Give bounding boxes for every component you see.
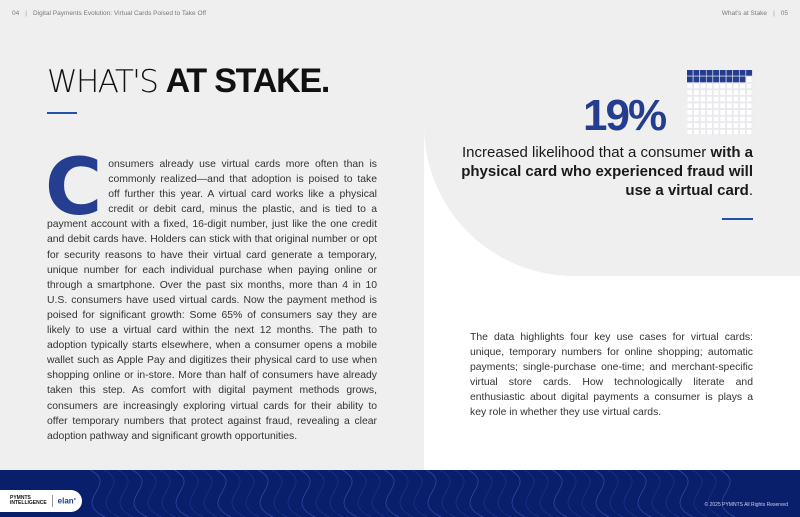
percent-grid-icon (687, 70, 753, 136)
grid-cell-filled (687, 70, 693, 76)
footer-wave-line (160, 470, 175, 517)
footer-wave-line (566, 470, 581, 517)
grid-cell-empty (733, 116, 739, 122)
grid-cell-empty (694, 103, 700, 109)
grid-cell-empty (740, 96, 746, 102)
grid-cell-empty (746, 110, 752, 116)
grid-cell-filled (713, 70, 719, 76)
footer-wave-line (454, 470, 469, 517)
grid-cell-filled (727, 77, 733, 83)
footer-wave-line (622, 470, 637, 517)
grid-cell-empty (694, 116, 700, 122)
grid-cell-empty (733, 96, 739, 102)
grid-cell-empty (746, 77, 752, 83)
grid-cell-filled (727, 70, 733, 76)
grid-cell-empty (700, 103, 706, 109)
footer-wave-line (580, 470, 595, 517)
footer-wave-line (608, 470, 623, 517)
grid-cell-empty (740, 110, 746, 116)
footer-wave-line (524, 470, 539, 517)
grid-cell-empty (713, 129, 719, 135)
grid-cell-empty (733, 83, 739, 89)
grid-cell-empty (733, 110, 739, 116)
title-bold: AT STAKE. (165, 62, 330, 100)
footer-wave-line (720, 470, 735, 517)
footer-wave-line (90, 470, 105, 517)
stat-value: 19% (583, 91, 666, 140)
footer-wave-line (216, 470, 231, 517)
grid-cell-empty (687, 90, 693, 96)
grid-cell-empty (700, 123, 706, 129)
footer-wave-line (692, 470, 707, 517)
grid-cell-empty (746, 83, 752, 89)
grid-cell-filled (746, 70, 752, 76)
grid-cell-filled (700, 70, 706, 76)
grid-cell-empty (727, 103, 733, 109)
grid-cell-filled (713, 77, 719, 83)
grid-cell-empty (720, 129, 726, 135)
footer-wave-line (706, 470, 721, 517)
footer-wave-line (678, 470, 693, 517)
stat-rule (722, 218, 753, 220)
grid-cell-empty (700, 90, 706, 96)
grid-cell-empty (727, 123, 733, 129)
footer-wave-line (468, 470, 483, 517)
pymnts-logo-line1: PYMNTS (10, 494, 31, 501)
logo-pill (0, 490, 82, 512)
grid-cell-empty (707, 116, 713, 122)
footer-wave-line (510, 470, 525, 517)
grid-cell-empty (694, 123, 700, 129)
grid-cell-empty (746, 103, 752, 109)
grid-cell-empty (727, 90, 733, 96)
grid-cell-empty (713, 110, 719, 116)
grid-cell-filled (720, 70, 726, 76)
grid-cell-empty (707, 90, 713, 96)
grid-cell-filled (720, 77, 726, 83)
pymnts-logo-line2: INTELLIGENCE (10, 500, 47, 506)
elan-logo: elan$^c$ (57, 496, 76, 506)
footer-wave-line (272, 470, 287, 517)
grid-cell-empty (713, 103, 719, 109)
grid-cell-empty (713, 116, 719, 122)
footer-wave-line (342, 470, 357, 517)
footer-wave-line (496, 470, 511, 517)
stat-caption-end: . (748, 182, 753, 199)
footer-wave-line (594, 470, 609, 517)
grid-cell-empty (687, 103, 693, 109)
footer-wave-line (636, 470, 651, 517)
grid-cell-empty (720, 123, 726, 129)
footer-wave-line (244, 470, 259, 517)
footer-wave-line (314, 470, 329, 517)
grid-cell-empty (727, 96, 733, 102)
footer (0, 470, 800, 517)
footer-wave-line (188, 470, 203, 517)
stat-caption-bold: with a physical card who experienced fraud will use a virtual card (461, 144, 753, 199)
grid-cell-empty (700, 110, 706, 116)
grid-cell-empty (713, 90, 719, 96)
footer-wave-line (356, 470, 371, 517)
footer-wave-line (412, 470, 427, 517)
footer-wave-line (300, 470, 315, 517)
grid-cell-empty (694, 129, 700, 135)
right-paragraph: The data highlights four key use cases for virtual cards: unique, temporary numbers for online shopping; automatic payments; single-purchase one-time; and merchant-specific virtual store cards. How technologically literate and enthusiastic about digital payments a consumer is plays a key role in whether they use virtual cards. (470, 332, 753, 419)
grid-cell-empty (707, 96, 713, 102)
footer-wave-pattern (0, 470, 800, 517)
footer-wave-line (440, 470, 455, 517)
body-paragraph: onsumers already use virtual cards more often than is commonly realized—and that adoption is poised to take off further this year. A virtual card works like a physical credit or debit card, minus the plastic, and is tied to a payment account with a fixed, 16-digit number, just like the one credit and debit cards have. Holders can stick with that original number or opt for security reasons to have their virtual card generate a temporary, unique number for each individual purchase when paying online or through a smartphone. Over the past six months, more than 4 in 10 U.S. consumers have used virtual cards. Now the payment method is poised for significant growth: Some 65% of consumers say they are likely to use a virtual card within the next 12 months. The path to adoption typically starts elsewhere, when a consumer opens a mobile wallet such as Apple Pay and digitizes their physical card to use when shopping online or in-store. More than half of consumers have already taken this step. As comfort with digital payment methods grows, consumers are increasingly exploring virtual cards for their ability to offer temporary numbers that protect against fraud, revealing a clear adoption pathway and significant growth opportunities. (47, 159, 377, 442)
grid-cell-empty (687, 83, 693, 89)
footer-wave-line (104, 470, 119, 517)
grid-cell-empty (720, 90, 726, 96)
footer-wave-line (202, 470, 217, 517)
footer-wave-line (146, 470, 161, 517)
grid-cell-empty (687, 129, 693, 135)
left-page-number: 04 (12, 10, 20, 17)
footer-wave-line (328, 470, 343, 517)
stat-caption (433, 143, 753, 200)
footer-wave-line (230, 470, 245, 517)
grid-cell-empty (707, 129, 713, 135)
grid-cell-empty (694, 90, 700, 96)
grid-cell-filled (694, 77, 700, 83)
grid-cell-empty (733, 90, 739, 96)
grid-cell-empty (746, 129, 752, 135)
grid-cell-empty (687, 110, 693, 116)
grid-cell-empty (727, 129, 733, 135)
grid-cell-filled (707, 70, 713, 76)
grid-cell-filled (733, 70, 739, 76)
right-page-number: 05 (780, 10, 788, 17)
grid-cell-empty (733, 103, 739, 109)
grid-cell-empty (740, 123, 746, 129)
grid-cell-empty (700, 83, 706, 89)
grid-cell-empty (740, 116, 746, 122)
grid-cell-empty (746, 96, 752, 102)
grid-cell-empty (687, 96, 693, 102)
grid-cell-empty (700, 129, 706, 135)
left-section-title: Digital Payments Evolution: Virtual Cards Poised to Take Off (32, 10, 206, 17)
grid-cell-empty (746, 116, 752, 122)
grid-cell-empty (740, 90, 746, 96)
grid-cell-empty (707, 83, 713, 89)
footer-wave-line (258, 470, 273, 517)
title-rule (47, 112, 77, 114)
grid-cell-empty (707, 123, 713, 129)
page-title (47, 63, 329, 100)
grid-cell-empty (700, 96, 706, 102)
header-right: What's at Stake | 05 (721, 10, 788, 17)
grid-cell-empty (687, 123, 693, 129)
grid-cell-empty (746, 90, 752, 96)
grid-cell-empty (720, 83, 726, 89)
footer-wave-line (426, 470, 441, 517)
grid-cell-empty (727, 116, 733, 122)
elan-logo-text: elan (57, 496, 74, 506)
footer-wave-line (538, 470, 553, 517)
grid-cell-empty (740, 83, 746, 89)
grid-cell-empty (727, 83, 733, 89)
logo-divider (52, 495, 53, 507)
header-left: 04 | Digital Payments Evolution: Virtual Cards Poised to Take Off (12, 10, 206, 17)
grid-cell-empty (733, 123, 739, 129)
grid-cell-filled (740, 77, 746, 83)
grid-cell-empty (687, 116, 693, 122)
grid-cell-empty (713, 83, 719, 89)
footer-wave-line (370, 470, 385, 517)
grid-cell-empty (746, 123, 752, 129)
footer-wave-line (664, 470, 679, 517)
footer-wave-line (650, 470, 665, 517)
footer-wave-line (174, 470, 189, 517)
grid-cell-empty (694, 96, 700, 102)
copyright: © 2025 PYMNTS All Rights Reserved (704, 502, 788, 508)
stat-caption-plain: Increased likelihood that a consumer (462, 144, 707, 161)
footer-wave-line (384, 470, 399, 517)
grid-cell-filled (733, 77, 739, 83)
body-text (45, 143, 377, 444)
footer-wave-line (552, 470, 567, 517)
grid-cell-empty (713, 123, 719, 129)
footer-wave-line (398, 470, 413, 517)
grid-cell-empty (707, 103, 713, 109)
grid-cell-empty (720, 103, 726, 109)
grid-cell-empty (713, 96, 719, 102)
pymnts-logo (10, 496, 47, 507)
grid-cell-empty (733, 129, 739, 135)
grid-cell-filled (740, 70, 746, 76)
grid-cell-empty (740, 129, 746, 135)
footer-wave-line (286, 470, 301, 517)
grid-cell-filled (687, 77, 693, 83)
dropcap: C (45, 143, 103, 233)
grid-cell-empty (740, 103, 746, 109)
grid-cell-filled (707, 77, 713, 83)
grid-cell-empty (720, 110, 726, 116)
right-section-title: What's at Stake (721, 10, 768, 17)
footer-wave-line (118, 470, 133, 517)
footer-wave-line (132, 470, 147, 517)
grid-cell-empty (694, 110, 700, 116)
grid-cell-empty (700, 116, 706, 122)
grid-cell-empty (694, 83, 700, 89)
grid-cell-filled (694, 70, 700, 76)
grid-cell-empty (727, 110, 733, 116)
grid-cell-empty (720, 96, 726, 102)
grid-cell-filled (700, 77, 706, 83)
title-light: WHAT'S (47, 64, 158, 100)
grid-cell-empty (720, 116, 726, 122)
grid-cell-empty (707, 110, 713, 116)
footer-wave-line (482, 470, 497, 517)
